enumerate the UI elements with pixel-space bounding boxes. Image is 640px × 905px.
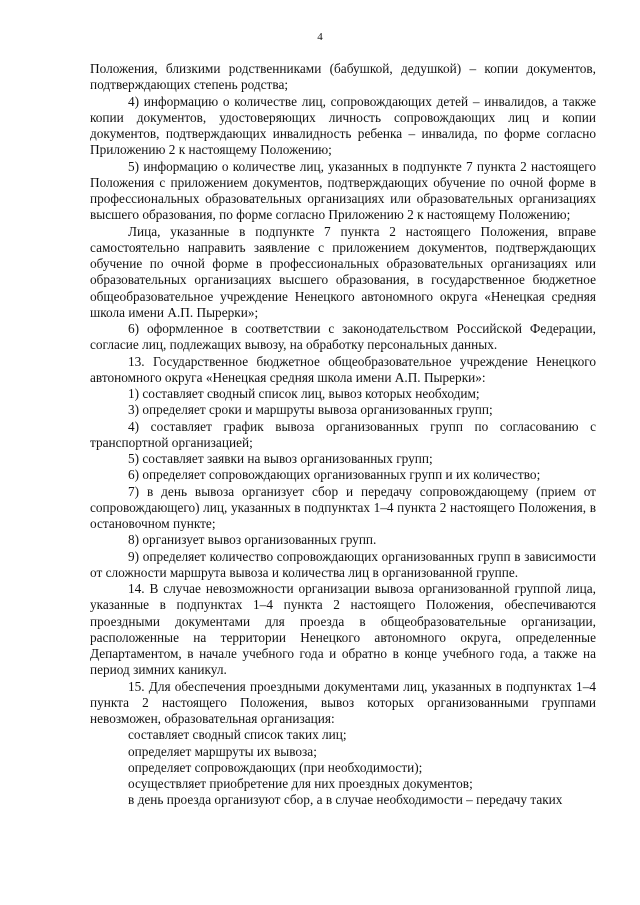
paragraph-section-14: 14. В случае невозможности организации вывоза организованной группой лица, указанные в подпунктах 1–4 пункта 2 настоящего Положения, обеспечиваются проездными документами для проезда в общеобразовательные организации, расположенные на территории Ненецкого автономного округа, определенные Департаментом, в начале учебного года и обратно в конце учебного года, а также на период зимних каникул. — [90, 581, 596, 678]
paragraph-15-list-item: составляет сводный список таких лиц; — [128, 727, 347, 743]
paragraph-15-list-item: осуществляет приобретение для них проездных документов; — [128, 776, 473, 791]
paragraph-13-item-5: 5) составляет заявки на вывоз организованных групп; — [128, 451, 433, 466]
paragraph-section-13: 13. Государственное бюджетное общеобразовательное учреждение Ненецкого автономного округа «Ненецкая средняя школа имени А.П. Пырерки»: — [90, 353, 596, 385]
paragraph-13-item-6: 6) определяет сопровождающих организованных групп и их количество; — [128, 467, 541, 483]
paragraph-13-item-9: 9) определяет количество сопровождающих организованных групп в зависимости от сложности маршрута вывоза и количества лиц в организованной группе. — [90, 548, 596, 580]
paragraph-13-item-1: 1) составляет сводный список лиц, вывоз которых необходим; — [128, 386, 480, 401]
paragraph-self-application: Лица, указанные в подпункте 7 пункта 2 настоящего Положения, вправе самостоятельно направить заявление с приложением документов, подтверждающих обучение по очной форме в профессиональных образовательных организациях или образовательных организациях высшего образования, в государственное бюджетное общеобразовательное учреждение Ненецкого автономного округа «Ненецкая средняя школа имени А.П. Пырерки»; — [90, 223, 596, 320]
paragraph-section-15: 15. Для обеспечения проездными документами лиц, указанных в подпунктах 1–4 пункта 2 настоящего Положения, вывоз которых организованными группами невозможен, образовательная организация: — [90, 678, 596, 726]
paragraph-continuation: Положения, близкими родственниками (бабушкой, дедушкой) – копии документов, подтверждающих степень родства; — [90, 61, 596, 93]
paragraph-13-item-8: 8) организует вывоз организованных групп. — [128, 532, 377, 548]
document-body — [90, 61, 596, 809]
paragraph-15-list-item: определяет сопровождающих (при необходимости); — [128, 759, 423, 775]
paragraph-15-list-item: определяет маршруты их вывоза; — [128, 743, 317, 759]
paragraph-13-item-4: 4) составляет график вывоза организованных групп по согласованию с транспортной организацией; — [90, 418, 596, 450]
paragraph-item-4: 4) информацию о количестве лиц, сопровождающих детей – инвалидов, а также копии документов, удостоверяющих личность сопровождающих лиц и копии документов, подтверждающих инвалидность ребенка – инвалида, по форме согласно Приложению 2 к настоящему Положению; — [90, 93, 596, 158]
paragraph-item-6: 6) оформленное в соответствии с законодательством Российской Федерации, согласие лиц, подлежащих вывозу, на обработку персональных данных. — [90, 321, 596, 353]
paragraph-13-item-7: 7) в день вывоза организует сбор и передачу сопровождающему (прием от сопровождающего) лиц, указанных в подпунктах 1–4 пункта 2 настоящего Положения, в остановочном пункте; — [90, 483, 596, 531]
paragraph-13-item-3: 3) определяет сроки и маршруты вывоза организованных групп; — [128, 402, 493, 418]
paragraph-item-5: 5) информацию о количестве лиц, указанных в подпункте 7 пункта 2 настоящего Положения с приложением документов, подтверждающих обучение по очной форме в профессиональных образовательных организациях или образовательных организациях высшего образования, по форме согласно Приложению 2 к настоящему Положению; — [90, 158, 596, 223]
paragraph-15-list-item-last: в день проезда организуют сбор, а в случае необходимости – передачу таких — [128, 792, 563, 808]
page-number: 4 — [317, 31, 323, 43]
